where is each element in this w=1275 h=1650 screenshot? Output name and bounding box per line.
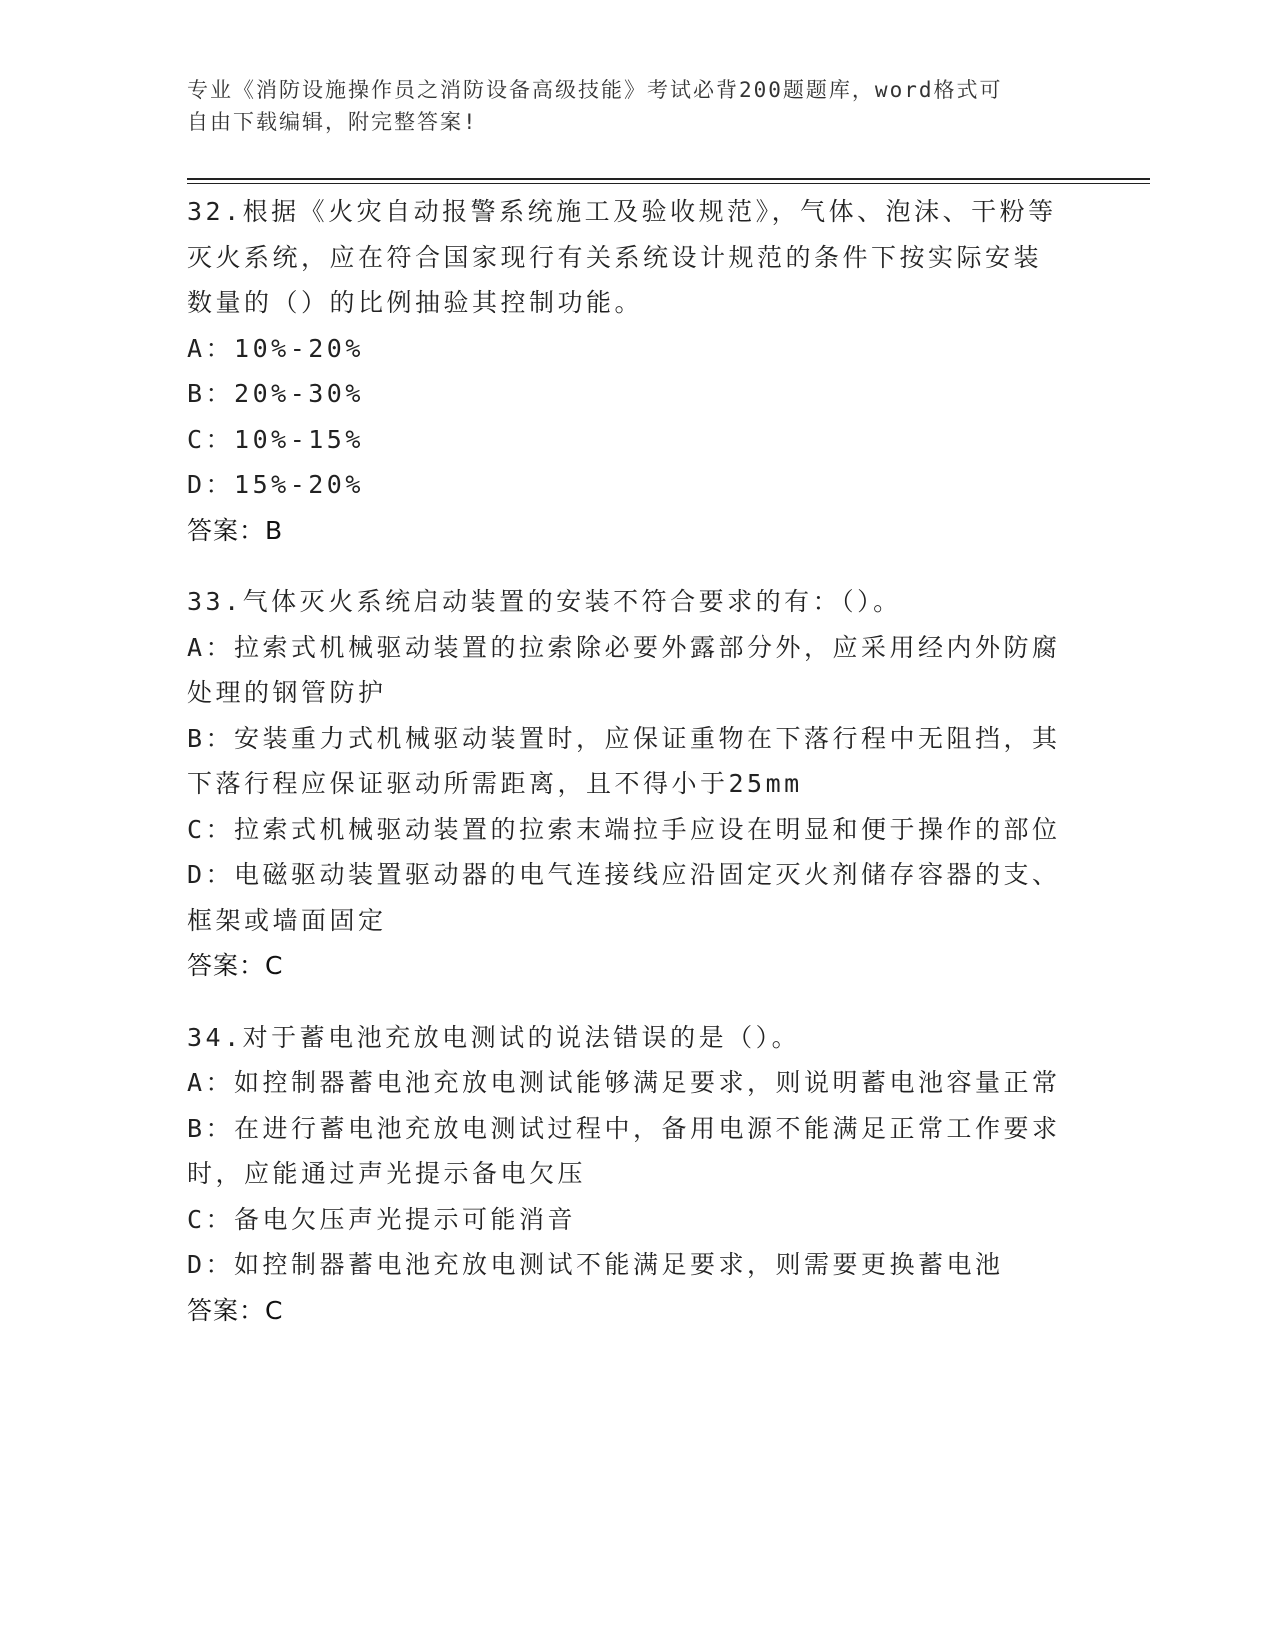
option-c: C：10%-15% <box>187 424 364 454</box>
question-stem-line: 数量的（）的比例抽验其控制功能。 <box>187 288 644 317</box>
answer-line: 答案：C <box>187 1295 284 1325</box>
option-b-continued: 时，应能通过声光提示备电欠压 <box>187 1159 587 1188</box>
question-stem-line: 32.根据《火灾自动报警系统施工及验收规范》，气体、泡沫、干粉等 <box>187 197 1057 226</box>
option-b-continued: 下落行程应保证驱动所需距离，且不得小于25mm <box>187 769 803 798</box>
question-stem-line: 34.对于蓄电池充放电测试的说法错误的是（）。 <box>187 1022 801 1052</box>
answer-line: 答案：C <box>187 951 284 980</box>
option-d: D：15%-20% <box>187 470 364 499</box>
question-32 <box>187 189 1087 553</box>
question-33 <box>187 579 1087 989</box>
option-b: B：安装重力式机械驱动装置时，应保证重物在下落行程中无阻挡，其 <box>187 723 1061 753</box>
option-a: A：10%-20% <box>187 333 364 363</box>
header-line-1: 专业《消防设施操作员之消防设备高级技能》考试必背200题题库，word格式可 <box>187 78 1003 102</box>
option-d: D：如控制器蓄电池充放电测试不能满足要求，则需要更换蓄电池 <box>187 1250 1004 1279</box>
header-rule-thick <box>187 178 1150 180</box>
header-rule-thin <box>187 183 1150 184</box>
answer-line: 答案：B <box>187 515 284 545</box>
option-d: D：电磁驱动装置驱动器的电气连接线应沿固定灭火剂储存容器的支、 <box>187 860 1061 889</box>
question-stem-line: 灭火系统，应在符合国家现行有关系统设计规范的条件下按实际安装 <box>187 242 1043 272</box>
option-c: C：拉索式机械驱动装置的拉索末端拉手应设在明显和便于操作的部位 <box>187 814 1061 844</box>
header-line-2: 自由下载编辑，附完整答案! <box>187 110 478 134</box>
option-d-continued: 框架或墙面固定 <box>187 905 387 935</box>
option-a: A：如控制器蓄电池充放电测试能够满足要求，则说明蓄电池容量正常 <box>187 1068 1061 1097</box>
option-b: B：20%-30% <box>187 379 364 408</box>
question-list <box>187 189 1087 1359</box>
option-c: C：备电欠压声光提示可能消音 <box>187 1204 577 1234</box>
option-a-continued: 处理的钢管防护 <box>187 678 387 707</box>
question-stem-line: 33.气体灭火系统启动装置的安装不符合要求的有：（）。 <box>187 587 902 616</box>
option-a: A：拉索式机械驱动装置的拉索除必要外露部分外，应采用经内外防腐 <box>187 632 1061 662</box>
option-b: B：在进行蓄电池充放电测试过程中，备用电源不能满足正常工作要求 <box>187 1113 1061 1143</box>
document-header <box>187 74 1067 138</box>
question-34 <box>187 1015 1087 1334</box>
